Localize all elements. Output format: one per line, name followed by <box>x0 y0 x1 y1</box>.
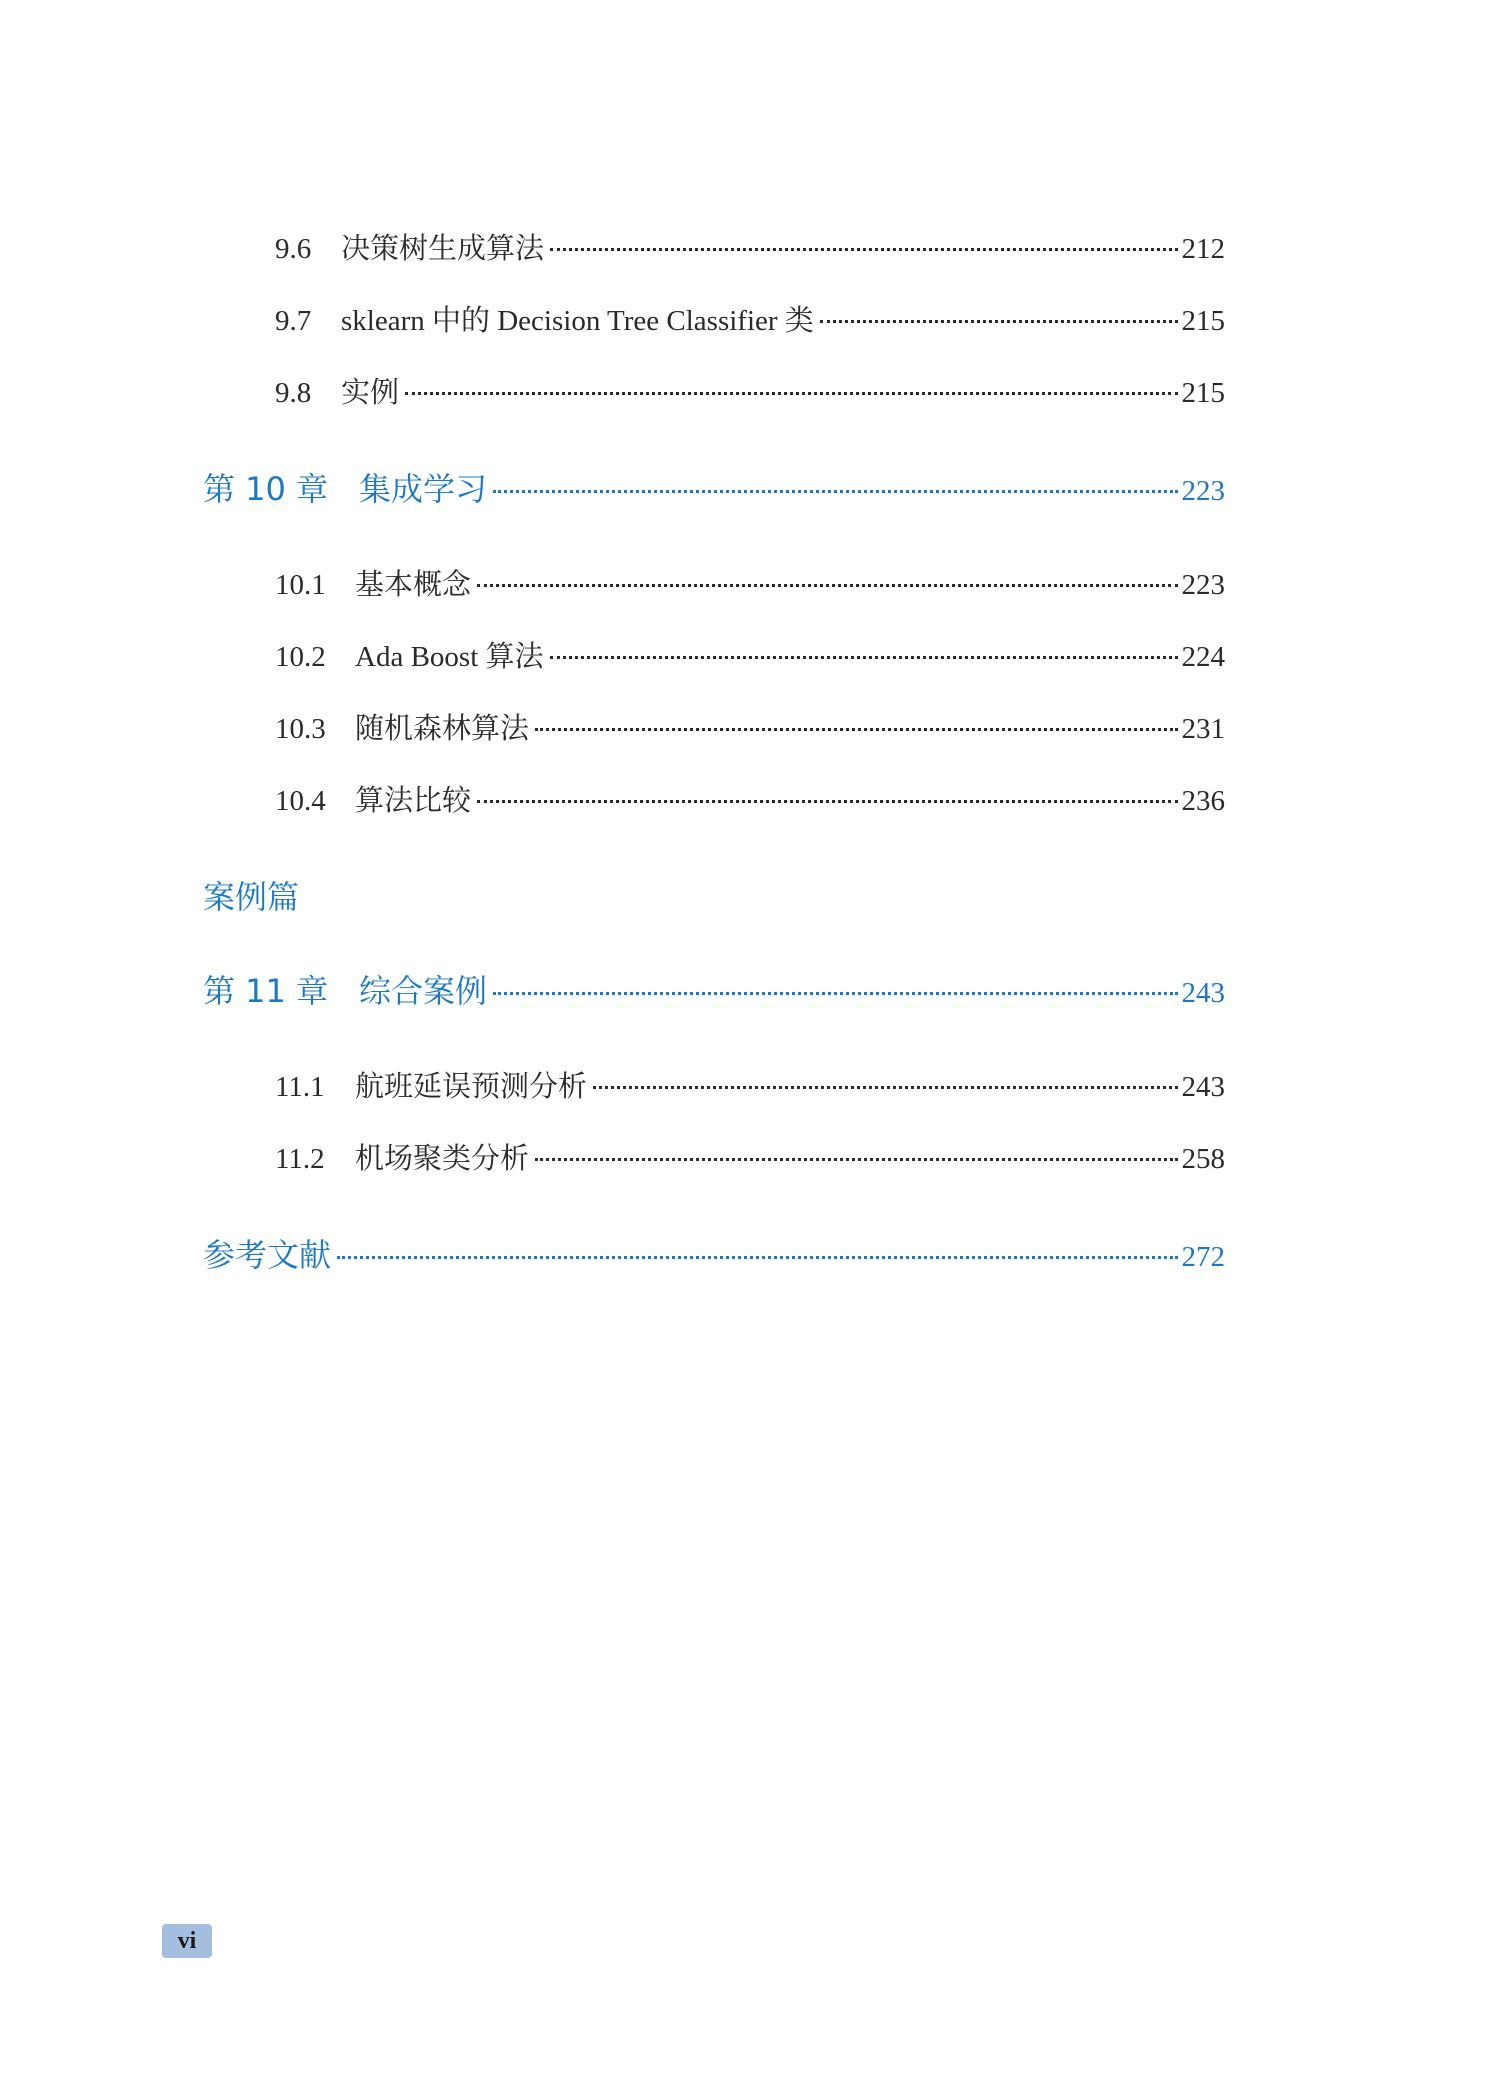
toc-entry-11-2[interactable] <box>275 1136 1225 1177</box>
section-title: 实例 <box>341 377 400 409</box>
page-number: 215 <box>1181 305 1225 337</box>
dot-leader <box>593 1086 1177 1089</box>
chapter-label: 第 11 章 <box>203 972 329 1010</box>
section-number: 9.8 <box>275 377 312 409</box>
page-number: 215 <box>1181 377 1225 409</box>
section-number: 9.6 <box>275 233 312 265</box>
toc-entry-11-1[interactable] <box>275 1064 1225 1105</box>
toc-references[interactable] <box>203 1230 1225 1276</box>
toc-entry-9-7[interactable] <box>275 298 1225 339</box>
page-number: 212 <box>1181 233 1225 265</box>
dot-leader <box>493 490 1177 493</box>
page-number: 272 <box>1181 1241 1225 1273</box>
section-number: 11.2 <box>275 1143 325 1175</box>
toc-entry-10-3[interactable] <box>275 706 1225 747</box>
part-title-cases[interactable]: 案例篇 <box>203 878 300 916</box>
dot-leader <box>405 392 1177 395</box>
section-number: 10.1 <box>275 569 326 601</box>
section-title: 决策树生成算法 <box>341 233 545 265</box>
dot-leader <box>493 992 1177 995</box>
section-number: 10.3 <box>275 713 326 745</box>
dot-leader <box>550 248 1177 251</box>
chapter-label: 第 10 章 <box>203 470 329 508</box>
section-number: 9.7 <box>275 305 312 337</box>
page-folio: vi <box>162 1924 212 1958</box>
page-number: 223 <box>1181 569 1225 601</box>
toc-entry-10-1[interactable] <box>275 562 1225 603</box>
dot-leader <box>550 656 1178 659</box>
dot-leader <box>535 728 1177 731</box>
toc-entry-9-6[interactable] <box>275 226 1225 267</box>
section-title: 基本概念 <box>355 569 472 601</box>
toc-chapter-11[interactable] <box>203 966 1225 1012</box>
section-number: 10.4 <box>275 785 326 817</box>
toc-entry-10-4[interactable] <box>275 778 1225 819</box>
references-title: 参考文献 <box>203 1236 332 1274</box>
toc-entry-9-8[interactable] <box>275 370 1225 411</box>
dot-leader <box>477 584 1177 587</box>
section-title: Ada Boost 算法 <box>355 641 544 673</box>
chapter-title: 综合案例 <box>359 972 488 1010</box>
page-number: 243 <box>1181 977 1225 1009</box>
chapter-title: 集成学习 <box>359 470 488 508</box>
page-number: 236 <box>1181 785 1225 817</box>
section-number: 10.2 <box>275 641 326 673</box>
dot-leader <box>337 1256 1177 1259</box>
page-number: 223 <box>1181 475 1225 507</box>
toc-chapter-10[interactable] <box>203 464 1225 510</box>
section-title: sklearn 中的 Decision Tree Classifier 类 <box>341 305 814 337</box>
page-number: 224 <box>1181 641 1225 673</box>
toc-entry-10-2[interactable] <box>275 634 1225 675</box>
dot-leader <box>820 320 1178 323</box>
dot-leader <box>477 800 1177 803</box>
section-title: 随机森林算法 <box>355 713 530 745</box>
section-title: 算法比较 <box>355 785 472 817</box>
page-number: 243 <box>1181 1071 1225 1103</box>
page-number: 258 <box>1181 1143 1225 1175</box>
section-title: 机场聚类分析 <box>355 1143 530 1175</box>
section-number: 11.1 <box>275 1071 325 1103</box>
page-number: 231 <box>1181 713 1225 745</box>
section-title: 航班延误预测分析 <box>355 1071 588 1103</box>
dot-leader <box>535 1158 1177 1161</box>
